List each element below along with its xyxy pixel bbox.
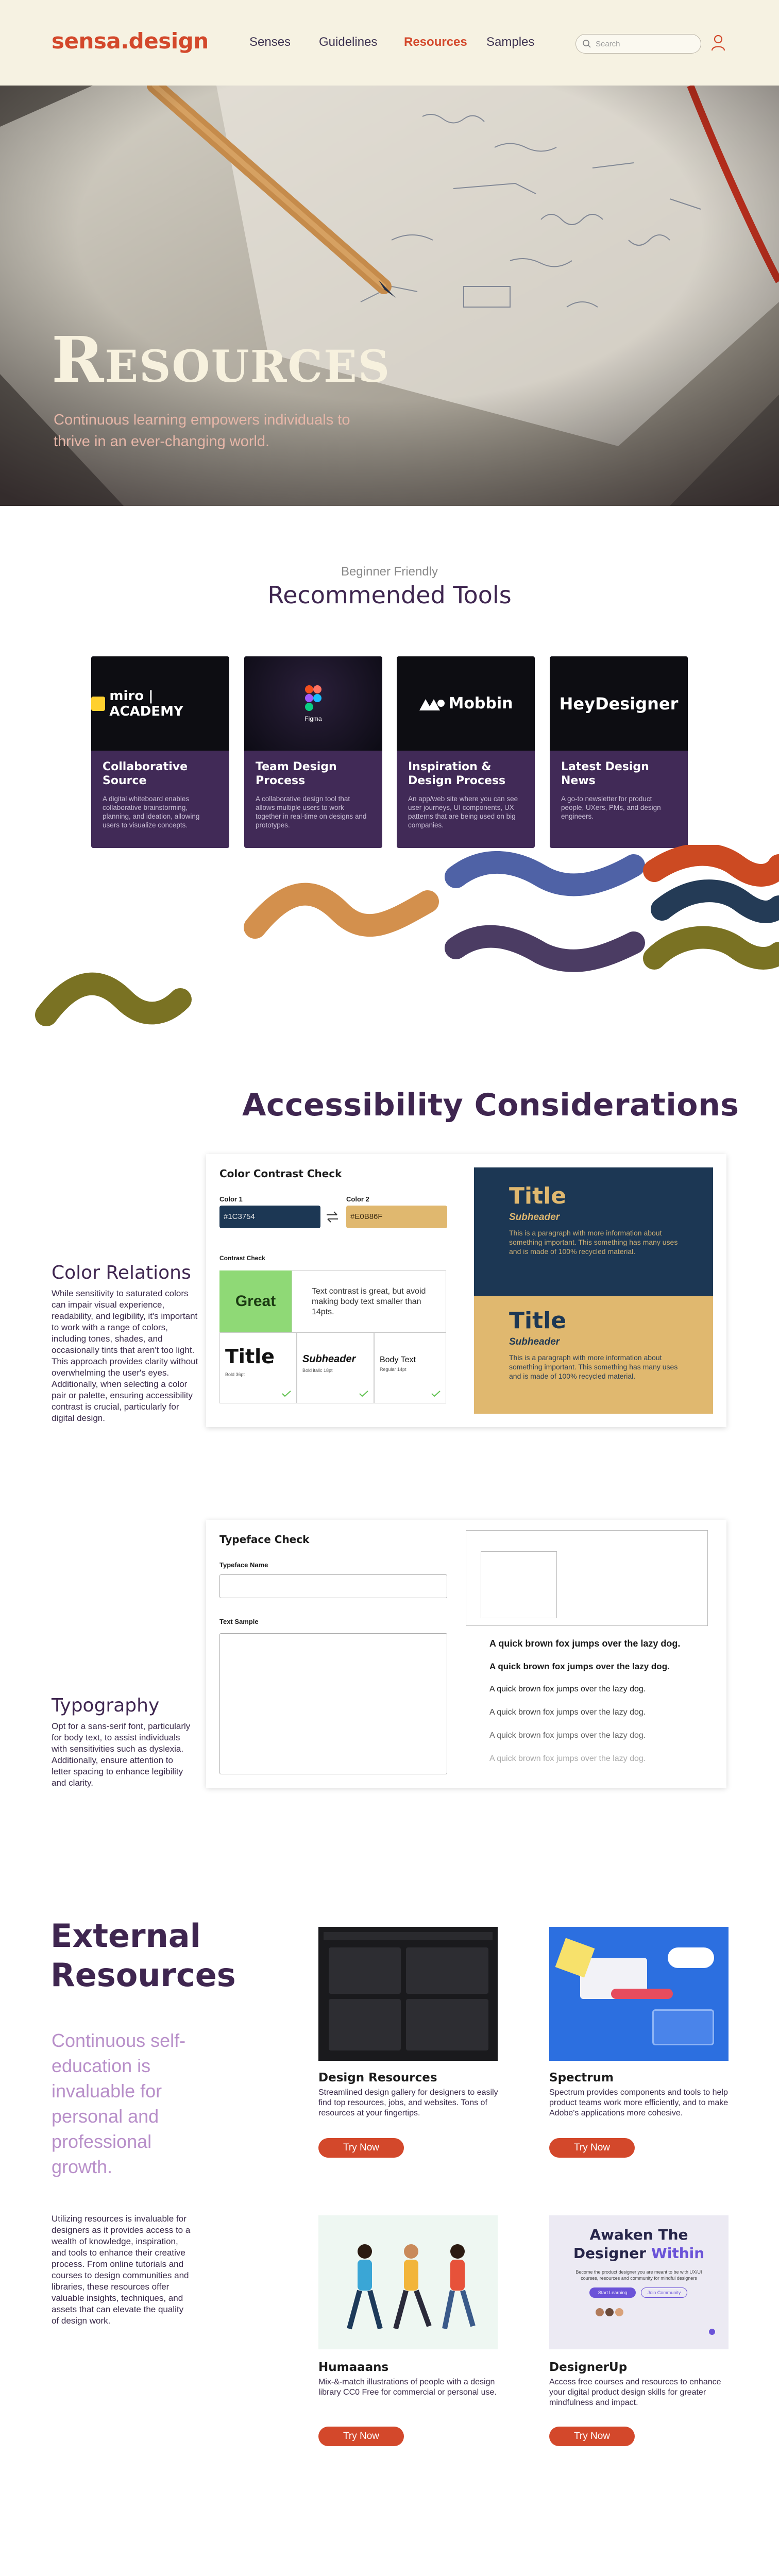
sample-subheader: Subheader Bold italic 18pt (297, 1332, 374, 1403)
resource-text: Streamlined design gallery for designers to easily find top resources, jobs, and websites. Tons of resources at your fingertips. (318, 2088, 498, 2117)
resource-text: Access free courses and resources to enhance your digital product design skills for greater mindfulness and impact. (549, 2378, 721, 2407)
sample-title: Title Bold 36pt (219, 1332, 297, 1403)
nav-link-senses[interactable]: Senses (249, 35, 291, 49)
card-text: A go-to newsletter for product people, UXers, PMs, and design engineers. (561, 795, 661, 820)
sample-sentence: A quick brown fox jumps over the lazy dog. (489, 1754, 646, 1763)
text-sample-label: Text Sample (219, 1618, 259, 1625)
check-icon (359, 1391, 368, 1397)
spectrum-image (549, 1927, 729, 2061)
tool-card-heydesigner[interactable] (550, 656, 688, 848)
resource-title: Design Resources (318, 2071, 437, 2084)
color1-input[interactable]: #1C3754 (219, 1206, 320, 1228)
sample-sentence: A quick brown fox jumps over the lazy dog. (489, 1708, 646, 1717)
card-text: A digital whiteboard enables collaborative brainstorming, planning, and ideation, allowing users to visualize concepts. (103, 795, 200, 829)
search-icon (582, 39, 591, 48)
search-input[interactable] (596, 39, 693, 49)
preview-dark: Title Subheader This is a paragraph with more information about something important. This something has many uses and is made of 100% recycled material. (474, 1167, 713, 1296)
external-quote: Continuous self-education is invaluable for personal and professional growth. (52, 2030, 186, 2177)
sample-sentence: A quick brown fox jumps over the lazy dog. (489, 1662, 670, 1671)
section-heading-recommended: Recommended Tools (267, 581, 512, 609)
color-relations-text: While sensitivity to saturated colors can impair visual experience, readability, and legibility, it's important to work with a range of colors, including tones, shades, and occasionally tints that aren't too light. This approach provides clarity without overwhelming the user's eyes. Additionally, when selecting a color pair or palette, ensuring accessibility contrast is crucial, particularly for digital design. (52, 1289, 198, 1423)
sample-body: Body Text Regular 14pt (374, 1332, 446, 1403)
sample-sentence: A quick brown fox jumps over the lazy dog. (489, 1638, 681, 1649)
typeface-name-input[interactable] (219, 1574, 447, 1598)
search-box (575, 34, 701, 54)
external-body: Utilizing resources is invaluable for designers as it provides access to a wealth of knowledge, inspiration, and tools to enhance their creative process. From online tutorials and courses to design communities and libraries, these resources offer valuable insights, techniques, and assets that can elevate the quality of design work. (52, 2214, 191, 2326)
miro-logo: miro | ACADEMY (91, 656, 229, 751)
preview-light: Title Subheader This is a paragraph with more information about something important. This something has many uses and is made of 100% recycled material. (474, 1296, 713, 1414)
top-navigation (0, 0, 779, 86)
typeface-heading: Typeface Check (219, 1533, 310, 1546)
card-title: Latest Design News (561, 760, 649, 787)
hero-title: Resources (52, 323, 391, 397)
mobbin-logo: Mobbin (397, 656, 535, 751)
contrast-badge: Great (219, 1270, 292, 1332)
card-text: A collaborative design tool that allows multiple users to work together in real-time on designs and prototypes. (256, 795, 367, 829)
sample-sentence: A quick brown fox jumps over the lazy dog. (489, 1731, 646, 1740)
try-now-button[interactable]: Try Now (318, 2427, 404, 2446)
section-heading-external: External Resources (50, 1917, 236, 1994)
figma-logo: Figma (244, 656, 382, 751)
design-resources-image (318, 1927, 498, 2061)
site-logo[interactable]: sensa.design (52, 28, 209, 54)
color2-input[interactable]: #E0B86F (346, 1206, 447, 1228)
decorative-waves (0, 845, 779, 1051)
typeface-panel (206, 1520, 726, 1788)
text-sample-input[interactable] (219, 1633, 447, 1774)
resource-text: Mix-&-match illustrations of people with a design library CC0 Free for commercial or personal use. (318, 2378, 497, 2397)
card-title: Inspiration & Design Process (408, 760, 506, 787)
heydesigner-logo: HeyDesigner (550, 656, 688, 751)
card-text: An app/web site where you can see user journeys, UI components, UX patterns that are being used on big companies. (408, 795, 518, 829)
typeface-name-label: Typeface Name (219, 1561, 268, 1569)
resource-title: DesignerUp (549, 2361, 628, 2374)
try-now-button[interactable]: Try Now (318, 2138, 404, 2158)
sample-sentence: A quick brown fox jumps over the lazy dog. (489, 1685, 646, 1693)
user-icon[interactable] (710, 34, 726, 52)
nav-link-samples[interactable]: Samples (486, 35, 535, 49)
swap-icon[interactable] (326, 1211, 339, 1223)
card-title: Collaborative Source (103, 760, 188, 787)
designerup-image: Awaken The Designer Within Become the product designer you are meant to be with UX/UI courses, resources and community for mindful designers Start Learning Join Community (549, 2215, 729, 2349)
card-title: Team Design Process (256, 760, 337, 787)
font-preview-box (466, 1530, 708, 1626)
hero-banner (0, 86, 779, 506)
tool-card-figma[interactable] (244, 656, 382, 848)
resource-title: Humaaans (318, 2361, 389, 2374)
nav-link-guidelines[interactable]: Guidelines (319, 35, 378, 49)
section-heading-accessibility: Accessibility Considerations (242, 1087, 739, 1123)
contrast-heading: Color Contrast Check (219, 1167, 342, 1180)
nav-link-resources[interactable]: Resources (404, 35, 467, 49)
color-contrast-panel (206, 1154, 726, 1427)
typography-title: Typography (52, 1695, 160, 1716)
try-now-button[interactable]: Try Now (549, 2138, 635, 2158)
color1-label: Color 1 (219, 1195, 243, 1203)
tool-card-miro[interactable] (91, 656, 229, 848)
resource-title: Spectrum (549, 2071, 614, 2084)
tool-card-mobbin[interactable] (397, 656, 535, 848)
color-relations-title: Color Relations (52, 1262, 191, 1283)
section-eyebrow: Beginner Friendly (341, 565, 438, 579)
humaaans-image (318, 2215, 498, 2349)
check-icon (431, 1391, 441, 1397)
check-icon (282, 1391, 291, 1397)
color2-label: Color 2 (346, 1195, 369, 1203)
contrast-note: Text contrast is great, but avoid making body text smaller than 14pts. (292, 1270, 446, 1332)
resource-text: Spectrum provides components and tools to help product teams work more efficiently, and to make Adobe's applications more cohesive. (549, 2088, 729, 2117)
contrast-check-label: Contrast Check (219, 1255, 265, 1262)
try-now-button[interactable]: Try Now (549, 2427, 635, 2446)
hero-subtitle: Continuous learning empowers individuals to thrive in an ever-changing world. (54, 412, 350, 450)
typography-text: Opt for a sans-serif font, particularly for body text, to assist individuals with sensitivities such as dyslexia. Additionally, ensure attention to letter spacing to enhance legibility and clarity. (52, 1721, 191, 1788)
